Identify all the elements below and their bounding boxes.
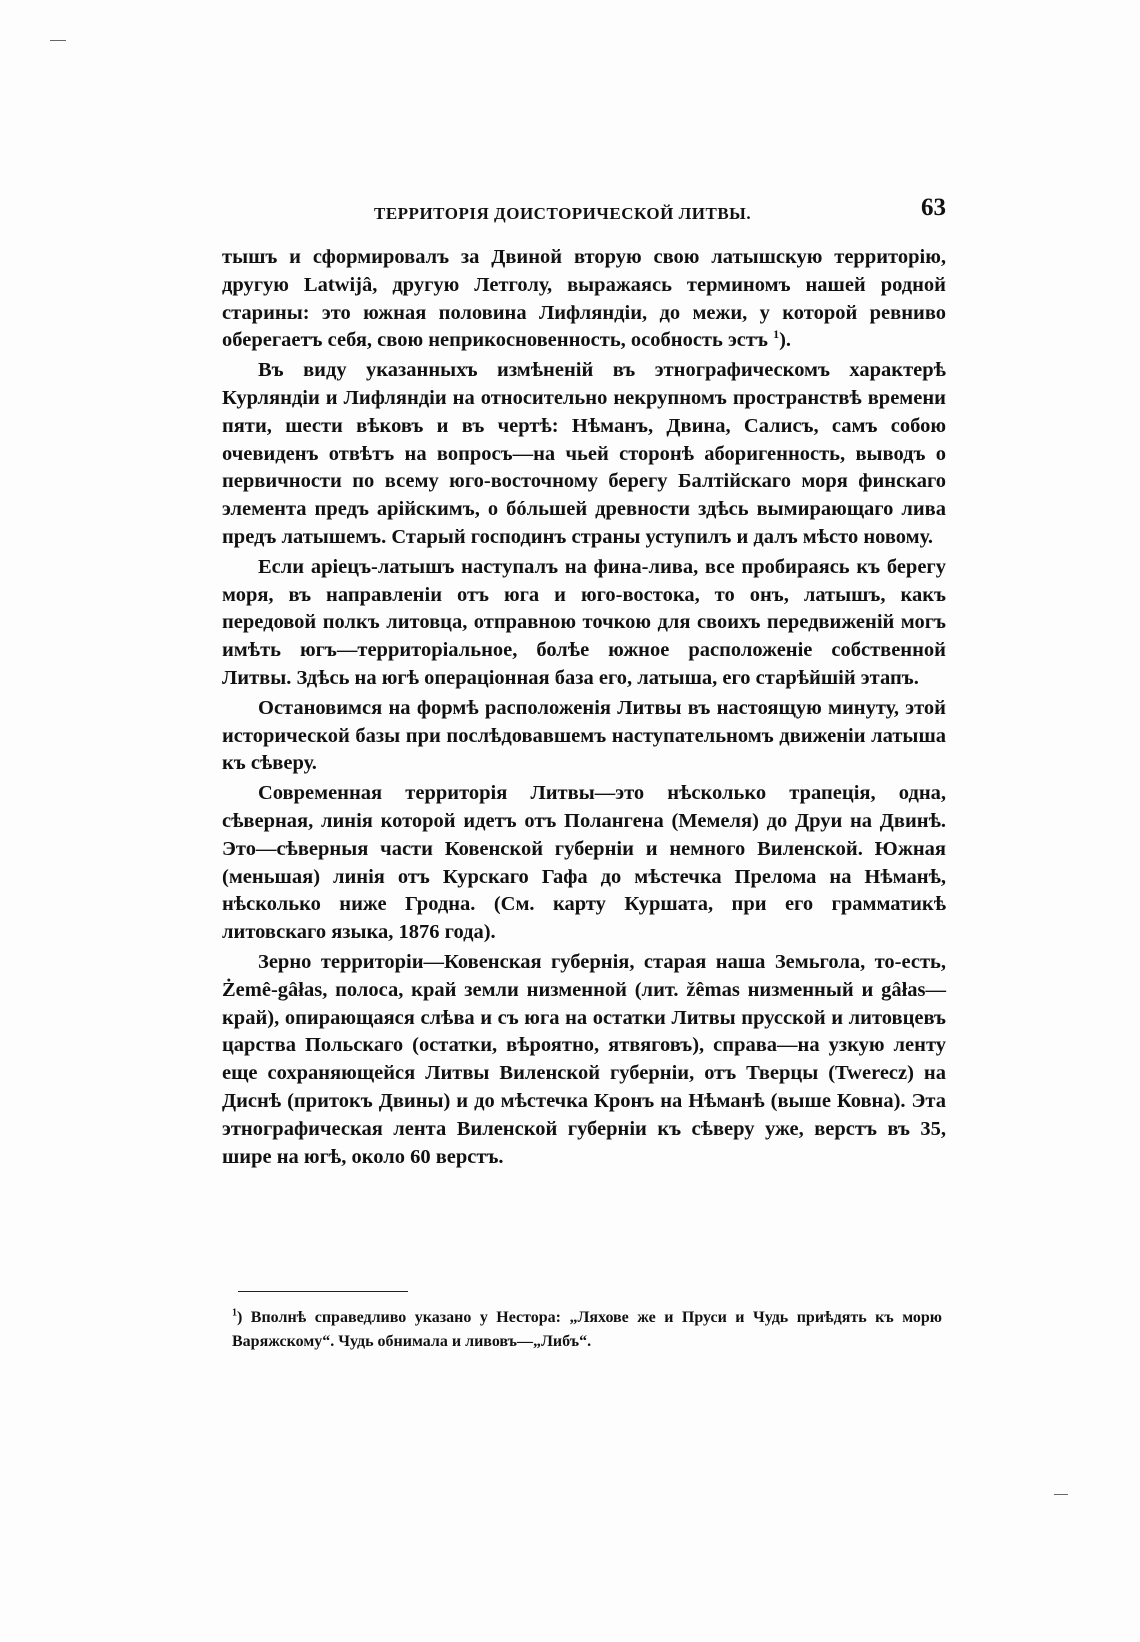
paragraph-6: Зерно территоріи—Ковенская губернія, старая наша Земьгола, то-есть, Żemê-gâłas, полоса, край земли низменной (лит. žêmas низменный и gâłas—край), опирающаяся слѣва и съ юга на остатки Литвы прусской и литовцевъ царства Польскаго (остатки, вѣроятно, ятвяговъ), справа—на узкую ленту еще сохраняющейся Литвы Виленской губерніи, отъ Тверцы (Twerecz) на Диснѣ (притокъ Двины) и до мѣстечка Кронъ на Нѣманѣ (выше Ковна). Эта этнографическая лента Виленской губерніи къ сѣверу уже, верстъ въ 35, шире на югѣ, около 60 верстъ.: [222, 950, 946, 1168]
scan-margin-mark: [1054, 1494, 1068, 1495]
footnote-marker: 1: [232, 1307, 237, 1319]
main-text: [222, 244, 946, 1173]
footnote: [232, 1306, 942, 1354]
paragraph-text-tail: ).: [779, 329, 792, 352]
footnote-text: ) Вполнѣ справедливо указано у Нестора: „Ляхове же и Пруси и Чудь приѣдять къ морю Варяжскому“. Чудь обнимала и ливовъ—„Либъ“.: [232, 1309, 942, 1350]
footnote-reference: 1: [773, 327, 780, 342]
footnote-divider-gap: [222, 1291, 238, 1292]
scan-margin-mark: [50, 40, 66, 41]
paragraph-5: Современная территорія Литвы—это нѣсколько трапеція, одна, сѣверная, линія которой идетъ отъ Полангена (Мемеля) до Друи на Двинѣ. Это—сѣверныя части Ковенской губерніи и немного Виленской. Южная (меньшая) линія отъ Курскаго Гафа до мѣстечка Прелома на Нѣманѣ, нѣсколько ниже Гродна. (См. карту Куршата, при его грамматикѣ литовскаго языка, 1876 года).: [222, 782, 946, 944]
page-header: [222, 194, 946, 230]
page-number: 63: [921, 194, 946, 221]
paragraph-4: Остановимся на формѣ расположенія Литвы въ настоящую минуту, этой исторической базы при послѣдовавшемъ наступательномъ движеніи латыша къ сѣверу.: [222, 696, 946, 775]
paragraph-3: Если аріецъ-латышъ наступалъ на фина-лива, все пробираясь къ берегу моря, въ направленіи отъ юга и юго-востока, то онъ, латышъ, какъ передовой полкъ литовца, отправною точкою для своихъ передвиженій могъ имѣть югъ—территоріальное, болѣе южное расположеніе собственной Литвы. Здѣсь на югѣ операціонная база его, латыша, его старѣйшій этапъ.: [222, 555, 946, 689]
footnote-divider: [222, 1291, 408, 1292]
paragraph-text: тышъ и сформировалъ за Двиной вторую свою латышскую территорію, другую Latwijâ, другую Летголу, выражаясь терминомъ нашей родной старины: это южная половина Лифляндіи, до межи, у которой ревниво оберегаетъ себя, свою неприкосновенность, особность эстъ: [222, 246, 946, 352]
running-title: ТЕРРИТОРІЯ ДОИСТОРИЧЕСКОЙ ЛИТВЫ.: [374, 204, 752, 223]
paragraph-1: [222, 244, 946, 355]
paragraph-2: Въ виду указанныхъ измѣненій въ этнографическомъ характерѣ Курляндіи и Лифляндіи на относительно некрупномъ пространствѣ времени пяти, шести вѣковъ и въ чертѣ: Нѣманъ, Двина, Салисъ, самъ собою очевиденъ отвѣтъ на вопросъ—на чьей сторонѣ аборигенность, выводъ о первичности по всему юго-восточному берегу Балтійскаго моря финскаго элемента предъ арійскимъ, о бóльшей древности здѣсь вымирающаго лива предъ латышемъ. Старый господинъ страны уступилъ и далъ мѣсто новому.: [222, 359, 946, 548]
